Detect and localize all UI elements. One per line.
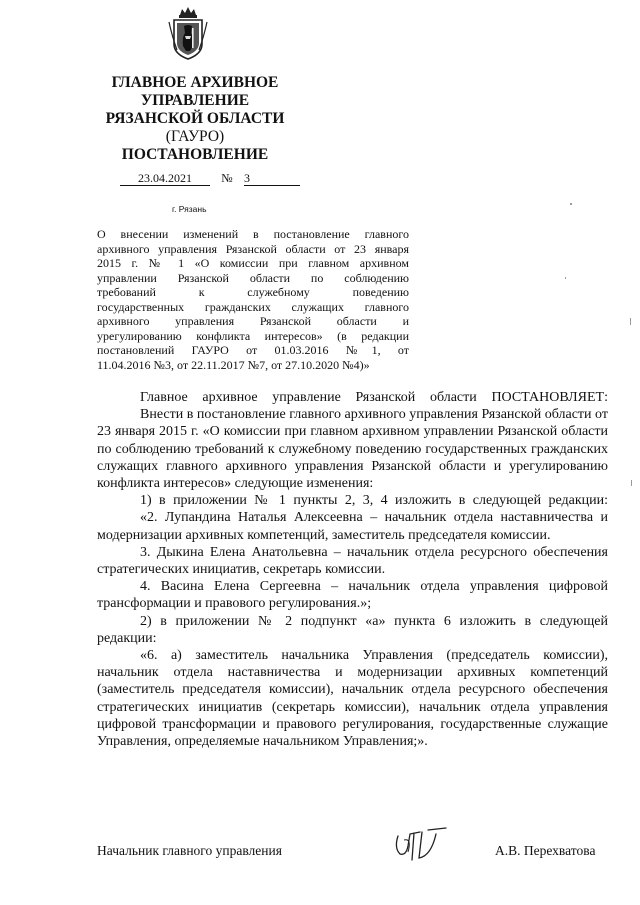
document-subject <box>97 227 409 372</box>
resolution-intro: Главное архивное управление Рязанской области ПОСТАНОВЛЯЕТ: <box>140 390 608 405</box>
number-sign: № <box>221 171 233 185</box>
amendment-item-2: 2) в приложении № 2 подпункт «а» пункта 6 изложить в следующей редакции: <box>97 613 608 646</box>
signatory-name: А.В. Перехватова <box>495 843 596 858</box>
scan-speck <box>565 277 566 279</box>
scan-speck <box>631 480 632 486</box>
document-city: г. Рязань <box>172 204 207 214</box>
subject-line: государственных гражданских служащих главного <box>97 299 409 314</box>
subject-line: 2015 г. № 1 «О комиссии при главном архивном <box>97 256 409 270</box>
signatory-title: Начальник главного управления <box>97 843 282 858</box>
coat-of-arms-emblem <box>168 6 208 60</box>
subject-line: архивного управления Рязанской области и <box>97 314 409 328</box>
subject-line: требований к служебному поведению <box>97 285 409 299</box>
header-abbreviation: (ГАУРО) <box>165 128 225 145</box>
header-line-3: РЯЗАНСКОЙ ОБЛАСТИ <box>105 110 285 127</box>
document-body <box>97 389 608 750</box>
document-header <box>90 74 300 164</box>
handwritten-signature <box>386 826 458 866</box>
amendment-item-1: 1) в приложении № 1 пункты 2, 3, 4 изложить в следующей редакции: <box>140 493 608 509</box>
date-number-line <box>120 171 300 186</box>
scan-speck <box>570 203 572 205</box>
subject-line: постановлений ГАУРО от 01.03.2016 №1, от <box>97 343 409 357</box>
header-line-1: ГЛАВНОЕ АРХИВНОЕ <box>111 74 279 91</box>
document-date: 23.04.2021 <box>120 172 210 186</box>
subject-line: 11.04.2016 №3, от 22.11.2017 №7, от 27.10.2020 №4)» <box>97 357 370 372</box>
subject-line: управлении Рязанской области по соблюдению <box>97 270 409 285</box>
subject-line: урегулированию конфликта интересов» (в редакции <box>97 328 409 343</box>
scan-speck <box>630 318 631 325</box>
body-paragraph: 4. Васина Елена Сергеевна – начальник отдела управления цифровой трансформации и правового регулирования.»; <box>97 579 608 612</box>
document-type: ПОСТАНОВЛЕНИЕ <box>121 146 269 163</box>
body-paragraph: 3. Дыкина Елена Анатольевна – начальник отдела ресурсного обеспечения стратегических инициатив, секретарь комиссии. <box>97 544 608 578</box>
body-paragraph: «2. Лупандина Наталья Алексеевна – начальник отдела наставничества и модернизации архивных компетенций, заместитель председателя комиссии. <box>97 510 608 543</box>
subject-line: архивного управления Рязанской области от 23 января <box>97 241 409 256</box>
header-line-2: УПРАВЛЕНИЕ <box>140 92 250 109</box>
body-paragraph: Внести в постановление главного архивного управления Рязанской области от 23 января 2015 г. «О комиссии при главном архивном управлении Рязанской области по соблюдению требований к служебному поведению государственных гражданских служащих главного архивного управления Рязанской области и урегулированию конфликта интересов» следующие изменения: <box>97 407 608 492</box>
body-paragraph: «6. а) заместитель начальника Управления (председатель комиссии), начальник отдела наставничества и модернизации архивных компетенций (заместитель председателя комиссии), начальник отдела ресурсного обеспечения стратегических инициатив (секретарь комиссии), начальник отдела управления цифровой трансформации и правового регулирования, государственные служащие Управления, определяемые начальником Управления;». <box>97 648 608 750</box>
subject-line: О внесении изменений в постановление главного <box>97 227 409 241</box>
document-number: 3 <box>244 172 300 186</box>
